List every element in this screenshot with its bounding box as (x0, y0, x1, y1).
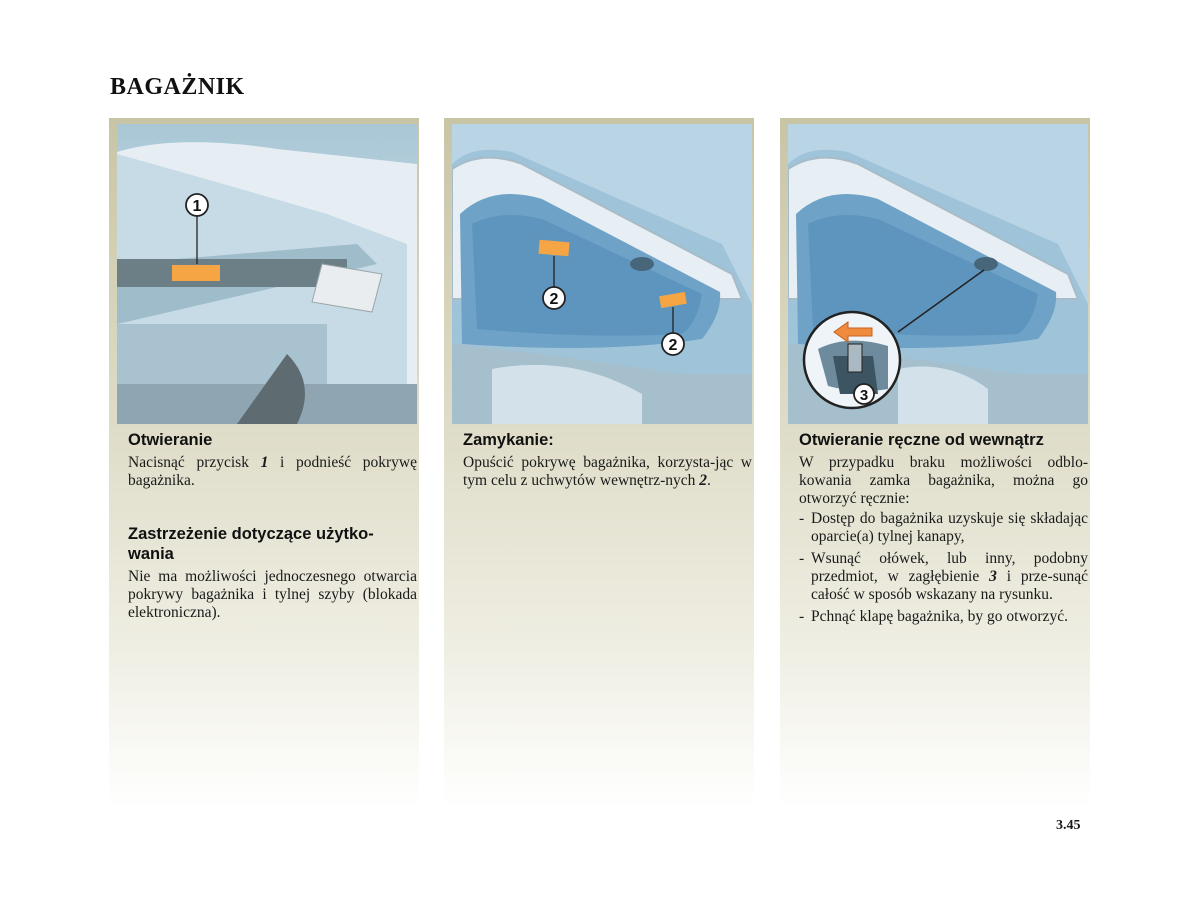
text-usage-note: Nie ma możliwości jednoczesnego otwarcia pokrywy bagażnika i tylnej szyby (blokada elektroniczna). (128, 568, 417, 621)
callout-3: 3 (859, 387, 869, 404)
heading-opening: Otwieranie (128, 431, 213, 449)
callout-2a: 2 (549, 291, 559, 308)
page-title: BAGAŻNIK (110, 74, 245, 100)
figure-manual-release (788, 124, 1088, 424)
text-opening: Nacisnąć przycisk 1 i podnieść pokrywę bagażnika. (128, 454, 418, 489)
text-manual-intro: W przypadku braku możliwości odblo-kowania zamka bagażnika, można go otworzyć ręcznie: (799, 454, 1088, 507)
text-closing: Opuścić pokrywę bagażnika, korzysta-jąc w tym celu z uchwytów wewnętrz-nych 2. (463, 454, 752, 489)
list-item: - Pchnąć klapę bagażnika, by go otworzyć. (799, 608, 1088, 626)
figure-trunk-lid-inside (452, 124, 752, 424)
page-number: 3.45 (1056, 818, 1081, 833)
figure-trunk-exterior (117, 124, 417, 424)
heading-manual-opening: Otwieranie ręczne od wewnątrz (799, 431, 1044, 449)
list-item: - Dostęp do bagażnika uzyskuje się składając oparcie(a) tylnej kanapy, (799, 510, 1088, 546)
callout-1: 1 (192, 198, 202, 215)
heading-closing: Zamykanie: (463, 431, 554, 449)
column-manual-opening (780, 118, 1090, 808)
highlight-button (172, 265, 220, 281)
column-opening (109, 118, 419, 808)
heading-usage-note: Zastrzeżenie dotyczące użytko-wania (128, 525, 374, 563)
manual-steps-list (799, 510, 1088, 626)
callout-2b: 2 (668, 337, 678, 354)
list-item: - Wsunąć ołówek, lub inny, podobny przedmiot, w zagłębienie 3 i prze-sunąć całość w sposób wskazany na rysunku. (799, 550, 1088, 604)
column-closing (444, 118, 754, 808)
highlight-handle-a (538, 240, 569, 257)
